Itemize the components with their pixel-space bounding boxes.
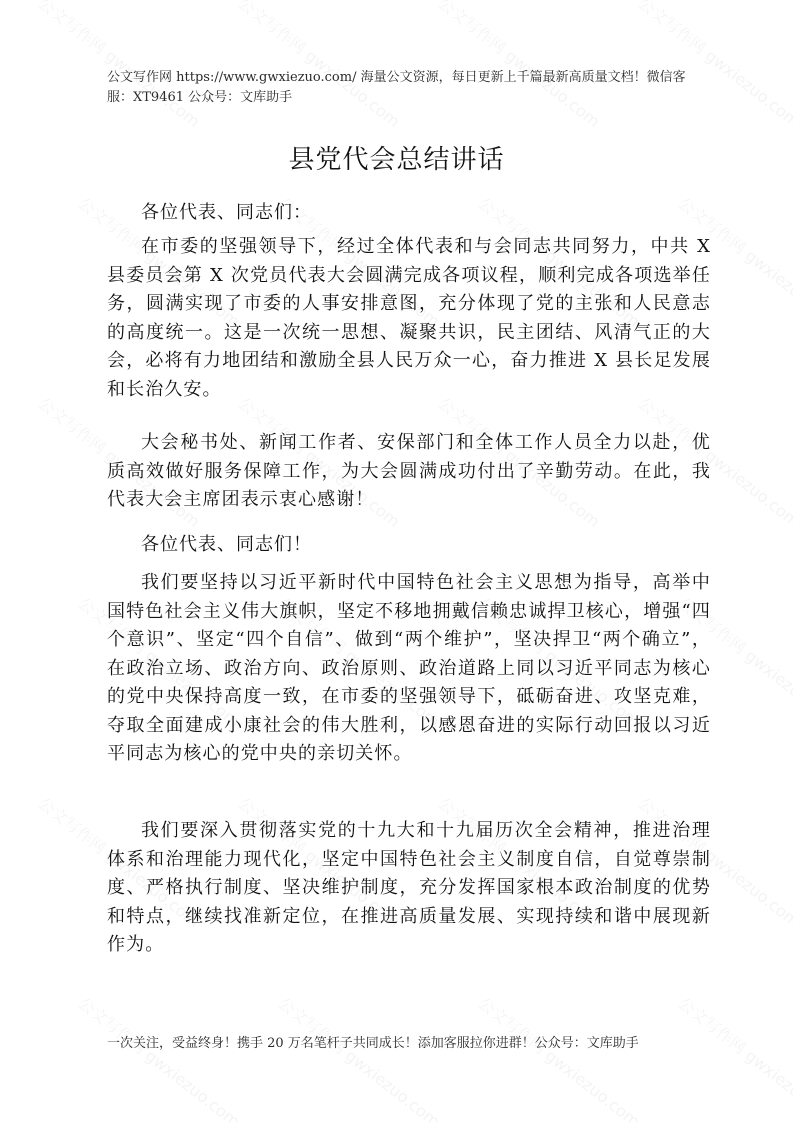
watermark-text [34,0,205,132]
watermark-text [74,991,245,1122]
watermark-text [274,991,445,1122]
header-note: 公文写作网 https://www.gwxiezuo.com/ 海量公文资源，每日更新上千篇最新高质量文档！微信客服：XT9461 公众号：文库助手 [107,70,686,105]
salutation-second: 各位代表、同志们！ [141,534,312,555]
paragraph-3: 我们要坚持以习近平新时代中国特色社会主义思想为指导，高举中国特色社会主义伟大旗帜，坚定不移地拥戴信赖忠诚捍卫核心，增强“四个意识”、坚定“四个自信”、做到“两个维护”，坚决捍卫“两个确立”，在政治立场、政治方向、政治原则、政治道路上同以习近平同志为核心的党中央保持高度一致，在市委的坚强领导下，砥砺奋进、攻坚克难，夺取全面建成小康社会的伟大胜利，以感恩奋进的实际行动回报以习近平同志为核心的党中央的亲切关怀。 [107,572,711,764]
document-title: 县党代会总结讲话 [288,145,505,175]
paragraph-4: 我们要深入贯彻落实党的十九大和十九届历次全会精神，推进治理体系和治理能力现代化，坚定中国特色社会主义制度自信，自觉尊崇制度、严格执行制度、坚决维护制度，充分发挥国家根本政治制度的优势和特点，继续找准新定位，在推进高质量发展、实现持续和谐中展现新作为。 [107,820,711,955]
watermark-text [634,0,793,132]
salutation-opening: 各位代表、同志们： [141,202,312,223]
watermark-text [674,991,793,1122]
watermark-text [474,991,645,1122]
paragraph-2: 大会秘书处、新闻工作者、安保部门和全体工作人员全力以赴，优质高效做好服务保障工作，为大会圆满成功付出了辛勤劳动。在此，我代表大会主席团表示衷心感谢！ [107,432,711,510]
watermark-text [234,0,405,132]
paragraph-1: 在市委的坚强领导下，经过全体代表和与会同志共同努力，中共 X 县委员会第 X 次党员代表大会圆满完成各项议程，顺利完成各项选举任务，圆满实现了市委的人事安排意图，充分体现了党的主张和人民意志的高度统一。这是一次统一思想、凝聚共识，民主团结、风清气正的大会，必将有力地团结和激励全县人民万众一心，奋力推进 X 县长足发展和长治久安。 [107,236,711,400]
watermark-text [434,0,605,132]
footer-note: 一次关注，受益终身！携手 20 万名笔杆子共同成长！添加客服拉你进群！公众号：文库助手 [107,1036,639,1051]
